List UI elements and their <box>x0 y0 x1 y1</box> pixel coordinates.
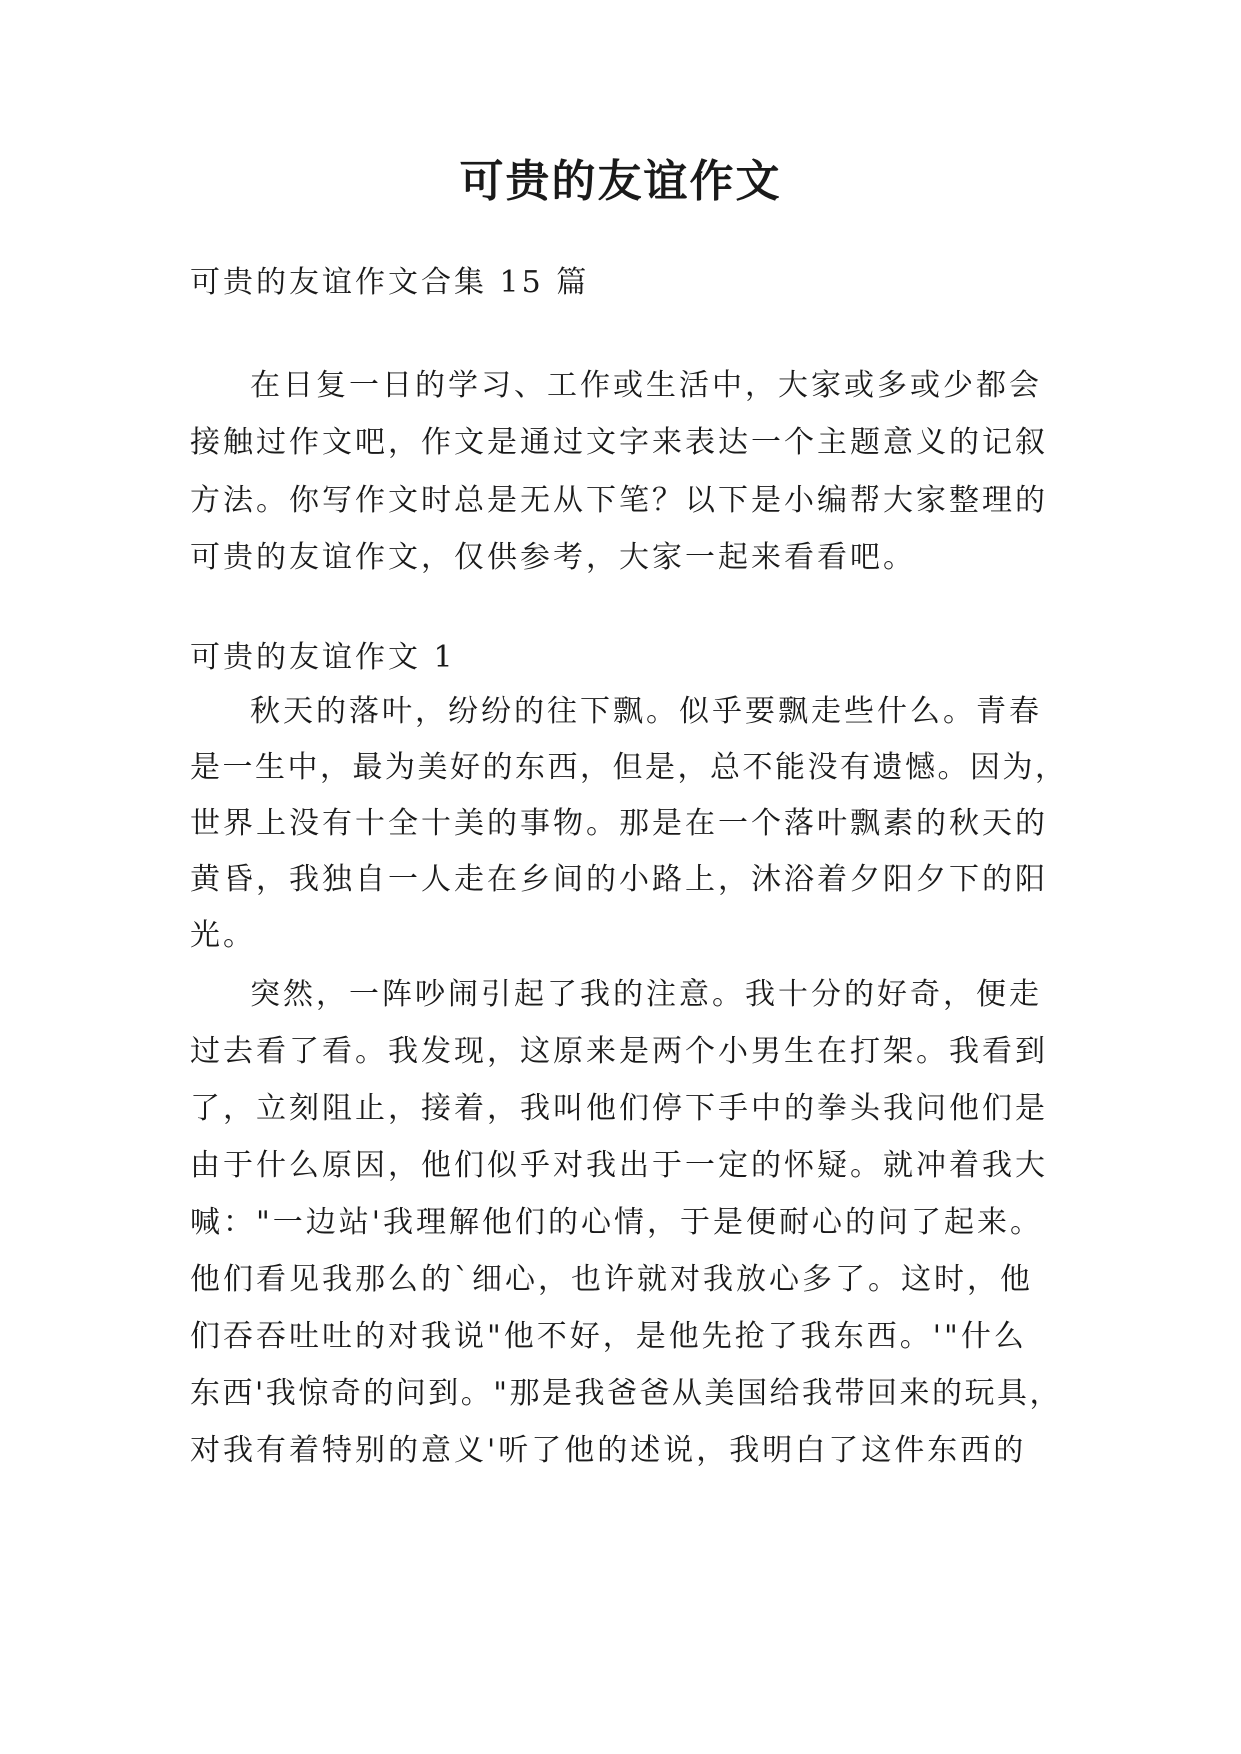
paragraph-line: 了，立刻阻止，接着，我叫他们停下手中的拳头我问他们是 <box>190 1091 1048 1126</box>
paragraph-line: 由于什么原因，他们似乎对我出于一定的怀疑。就冲着我大 <box>190 1148 1048 1183</box>
document-title: 可贵的友谊作文 <box>459 156 782 207</box>
intro-line: 接触过作文吧，作文是通过文字来表达一个主题意义的记叙 <box>190 425 1048 460</box>
paragraph-line: 黄昏，我独自一人走在乡间的小路上，沐浴着夕阳夕下的阳 <box>190 862 1048 897</box>
paragraph-line: 光。 <box>190 918 256 953</box>
intro-line: 在日复一日的学习、工作或生活中，大家或多或少都会 <box>250 368 1042 403</box>
paragraph-line: 们吞吞吐吐的对我说"他不好，是他先抢了我东西。'"什么 <box>190 1319 1027 1354</box>
paragraph-line: 东西'我惊奇的问到。"那是我爸爸从美国给我带回来的玩具， <box>190 1376 1063 1411</box>
section-heading: 可贵的友谊作文 1 <box>190 640 456 675</box>
paragraph-line: 突然，一阵吵闹引起了我的注意。我十分的好奇，便走 <box>250 977 1042 1012</box>
paragraph-line: 喊："一边站'我理解他们的心情，于是便耐心的问了起来。 <box>190 1205 1044 1240</box>
paragraph-line: 过去看了看。我发现，这原来是两个小男生在打架。我看到 <box>190 1034 1048 1069</box>
document-subtitle: 可贵的友谊作文合集 15 篇 <box>190 265 590 300</box>
paragraph-line: 秋天的落叶，纷纷的往下飘。似乎要飘走些什么。青春 <box>250 694 1042 729</box>
intro-line: 方法。你写作文时总是无从下笔？以下是小编帮大家整理的 <box>190 483 1048 518</box>
paragraph-line: 世界上没有十全十美的事物。那是在一个落叶飘素的秋天的 <box>190 806 1048 841</box>
paragraph-line: 他们看见我那么的`细心，也许就对我放心多了。这时，他 <box>190 1262 1033 1297</box>
paragraph-line: 是一生中，最为美好的东西，但是，总不能没有遗憾。因为， <box>190 750 1068 785</box>
paragraph-line: 对我有着特别的意义'听了他的述说，我明白了这件东西的 <box>190 1433 1027 1468</box>
intro-line: 可贵的友谊作文，仅供参考，大家一起来看看吧。 <box>190 540 916 575</box>
